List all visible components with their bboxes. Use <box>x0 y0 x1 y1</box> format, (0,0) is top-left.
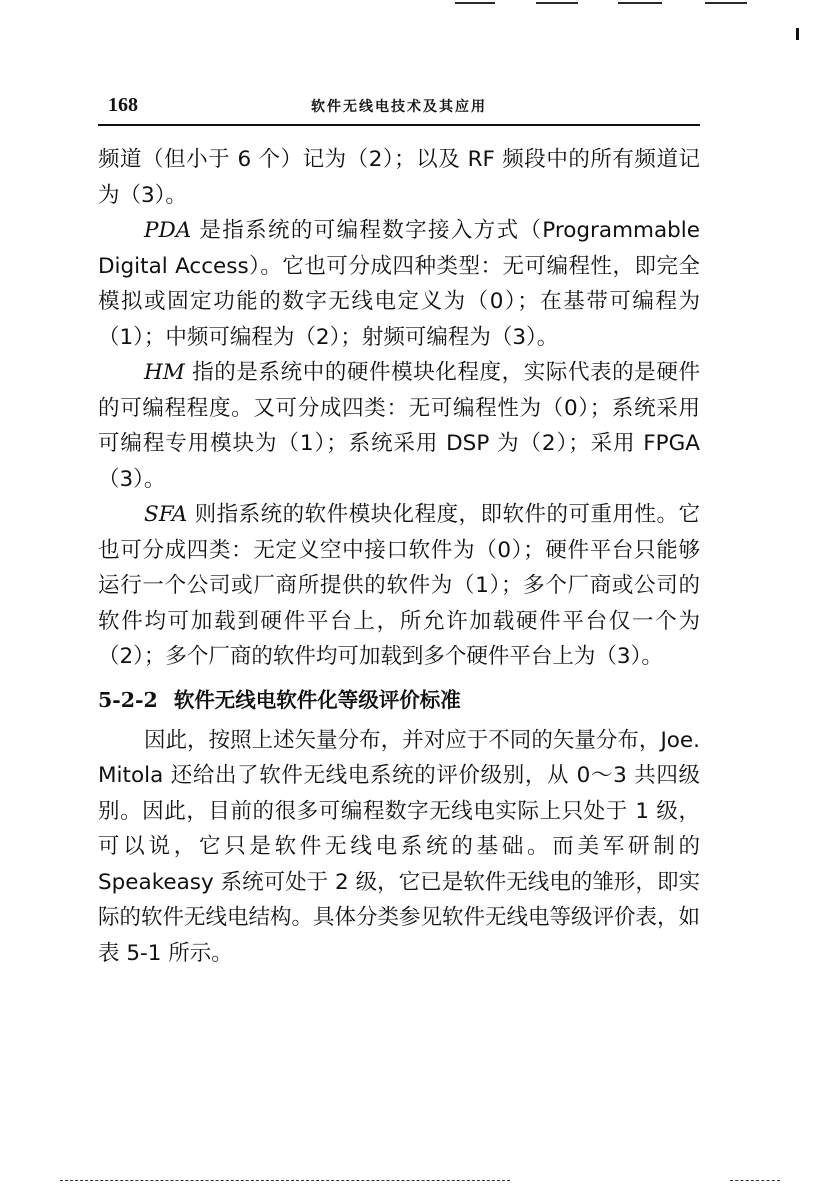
paragraph-pda <box>98 213 700 355</box>
running-title: 软件无线电技术及其应用 <box>311 99 487 115</box>
scan-artifact-line <box>730 1180 780 1182</box>
scan-artifact-line <box>60 1180 510 1182</box>
page-body <box>98 142 700 971</box>
section-title: 软件无线电软件化等级评价标准 <box>173 687 461 712</box>
scan-artifact-line <box>618 2 662 4</box>
term-pda: PDA <box>144 218 192 243</box>
scan-artifact-line <box>455 2 495 4</box>
scan-artifact-line <box>705 2 747 4</box>
paragraph-sfa-text: 则指系统的软件模块化程度，即软件的可重用性。它也可分成四类：无定义空中接口软件为（0）；硬件平台只能够运行一个公司或厂商所提供的软件为（1）；多个厂商或公司的软件均可加载到硬件平台上，所允许加载硬件平台仅一个为（2）；多个厂商的软件均可加载到多个硬件平台上为（3）。 <box>98 502 700 669</box>
section-heading <box>98 685 700 715</box>
header-rule <box>98 124 700 126</box>
paragraph-sfa <box>98 497 700 675</box>
paragraph-continuation: 频道（但小于 6 个）记为（2）；以及 RF 频段中的所有频道记为（3）。 <box>98 147 700 208</box>
scan-artifact-line <box>536 2 578 4</box>
term-sfa: SFA <box>144 502 188 527</box>
term-hm: HM <box>144 360 185 385</box>
paragraph-hm-text: 指的是系统中的硬件模块化程度，实际代表的是硬件的可编程程度。又可分成四类：无可编程性为（0）；系统采用可编程专用模块为（1）；系统采用 DSP 为（2）；采用 FPGA（3）。 <box>98 360 700 492</box>
paragraph-evaluation: 因此，按照上述矢量分布，并对应于不同的矢量分布，Joe. Mitola 还给出了软件无线电系统的评价级别，从 0～3 共四级别。因此，目前的很多可编程数字无线电实际上只处于 1 级，可以说，它只是软件无线电系统的基础。而美军研制的 Speakeasy 系统可处于 2 级，它已是软件无线电的雏形，即实际的软件无线电结构。具体分类参见软件无线电等级评价表，如表 5-1 所示。 <box>98 727 701 966</box>
paragraph-pda-text: 是指系统的可编程数字接入方式（Programmable Digital Access）。它也可分成四种类型：无可编程性，即完全模拟或固定功能的数字无线电定义为（0）；在基带可编程为（1）；中频可编程为（2）；射频可编程为（3）。 <box>98 218 700 350</box>
scan-artifact-mark <box>796 28 799 40</box>
section-number: 5-2-2 <box>98 687 158 712</box>
page-header <box>98 94 700 122</box>
page-number: 168 <box>108 94 138 116</box>
paragraph-hm <box>98 355 700 497</box>
